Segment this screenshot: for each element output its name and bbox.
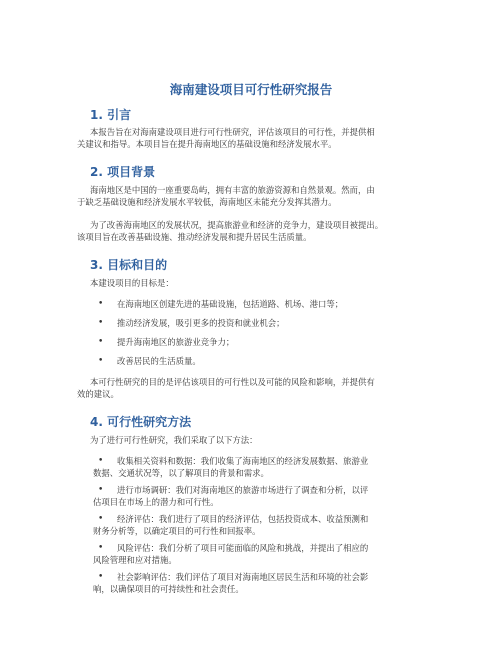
bullet-marker: • bbox=[98, 485, 104, 495]
paragraph-line: 关建议和指导。本项目旨在提升海南地区的基础设施和经济发展水平。 bbox=[77, 139, 337, 149]
paragraph-line: 为了改善海南地区的发展状况，提高旅游业和经济的竞争力，建设项目被提出。 bbox=[90, 220, 384, 230]
list-item-line: 社会影响评估：我们评估了项目对海南地区居民生活和环境的社会影 bbox=[117, 572, 369, 582]
list-item-line: 风险管理和应对措施。 bbox=[93, 555, 177, 565]
paragraph-line: 本报告旨在对海南建设项目进行可行性研究，评估该项目的可行性，并提供相 bbox=[90, 127, 375, 137]
paragraph-line: 本建设项目的目标是： bbox=[90, 278, 174, 288]
bullet-marker: • bbox=[98, 356, 104, 366]
section-1-heading: 1. 引言 bbox=[90, 108, 132, 122]
list-item: 改善居民的生活质量。 bbox=[117, 356, 201, 366]
document-title: 海南建设项目可行性研究报告 bbox=[169, 82, 333, 97]
list-item: 推动经济发展，吸引更多的投资和就业机会； bbox=[117, 318, 285, 328]
paragraph-line: 为了进行可行性研究，我们采取了以下方法： bbox=[90, 435, 258, 445]
bullet-marker: • bbox=[98, 299, 104, 309]
list-item-line: 进行市场调研：我们对海南地区的旅游市场进行了调查和分析，以评 bbox=[117, 485, 369, 495]
paragraph-line: 该项目旨在改善基础设施、推动经济发展和提升居民生活质量。 bbox=[77, 232, 312, 242]
list-item-line: 经济评估：我们进行了项目的经济评估，包括投资成本、收益预测和 bbox=[117, 514, 369, 524]
list-item: 提升海南地区的旅游业竞争力； bbox=[117, 337, 235, 347]
section-3-heading: 3. 目标和目的 bbox=[90, 258, 168, 272]
list-item-line: 数据、交通状况等，以了解项目的背景和需求。 bbox=[93, 468, 269, 478]
list-item-line: 财务分析等，以确定项目的可行性和回报率。 bbox=[93, 526, 261, 536]
paragraph-line: 本可行性研究的目的是评估该项目的可行性以及可能的风险和影响，并提供有 bbox=[90, 377, 375, 387]
section-4-heading: 4. 可行性研究方法 bbox=[90, 415, 192, 429]
list-item-line: 估项目在市场上的潜力和可行性。 bbox=[93, 497, 219, 507]
bullet-marker: • bbox=[98, 543, 104, 553]
section-2-heading: 2. 项目背景 bbox=[90, 165, 156, 179]
bullet-marker: • bbox=[98, 572, 104, 582]
list-item-line: 收集相关资料和数据：我们收集了海南地区的经济发展数据、旅游业 bbox=[117, 456, 369, 466]
bullet-marker: • bbox=[98, 456, 104, 466]
list-item-line: 风险评估：我们分析了项目可能面临的风险和挑战，并提出了相应的 bbox=[117, 543, 369, 553]
list-item: 在海南地区创建先进的基础设施，包括道路、机场、港口等； bbox=[117, 299, 344, 309]
bullet-marker: • bbox=[98, 318, 104, 328]
paragraph-line: 效的建议。 bbox=[77, 389, 119, 399]
bullet-marker: • bbox=[98, 514, 104, 524]
paragraph-line: 于缺乏基础设施和经济发展水平较低，海南地区未能充分发挥其潜力。 bbox=[77, 197, 337, 207]
list-item-line: 响，以确保项目的可持续性和社会责任。 bbox=[93, 584, 244, 594]
paragraph-line: 海南地区是中国的一座重要岛屿，拥有丰富的旅游资源和自然景观。然而，由 bbox=[90, 185, 375, 195]
bullet-marker: • bbox=[98, 337, 104, 347]
